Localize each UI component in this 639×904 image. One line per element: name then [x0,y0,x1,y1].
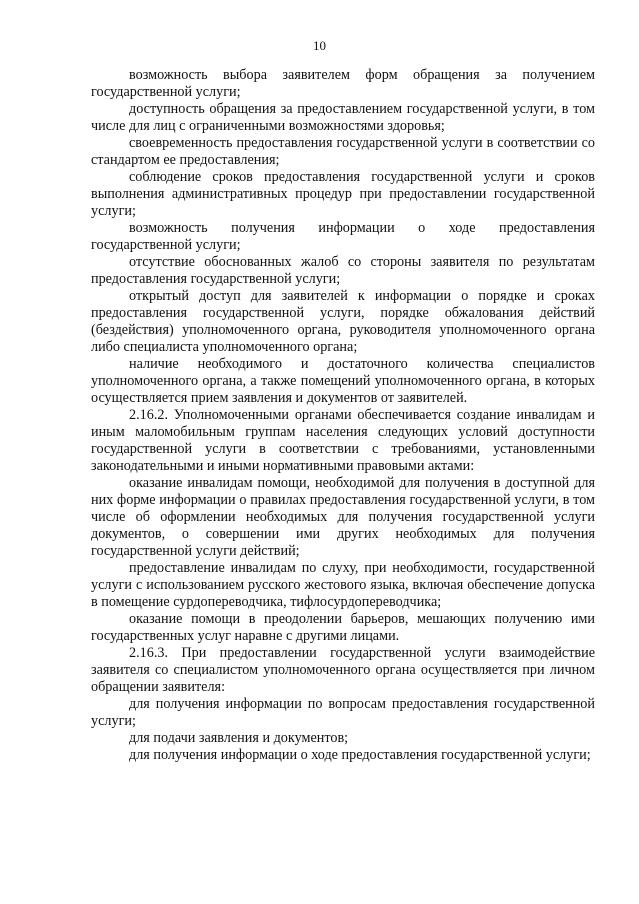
paragraph-staff-premises: наличие необходимого и достаточного количества специалистов уполномоченного органа, а также помещений уполномоченного органа, в которых осуществляется прием заявления и документов от заявителей. [91,356,595,406]
paragraph-open-access: открытый доступ для заявителей к информации о порядке и сроках предоставления государственной услуги, порядке обжалования действий (бездействия) уполномоченного органа, руководителя уполномоченного органа либо специалиста уполномоченного органа; [91,288,595,355]
paragraph-section-2-16-2: 2.16.2. Уполномоченными органами обеспечивается создание инвалидам и иным маломобильным группам населения следующих условий доступности государственной услуги в соответствии с требованиями, установленными законодательными и иными нормативными правовыми актами: [91,407,595,474]
paragraph-accessibility: доступность обращения за предоставлением государственной услуги, в том числе для лиц с ограниченными возможностями здоровья; [91,101,595,134]
paragraph-progress-status: для получения информации о ходе предоставления государственной услуги; [129,747,591,763]
paragraph-submit-documents: для подачи заявления и документов; [129,730,349,746]
paragraph-assistance-disabled: оказание инвалидам помощи, необходимой для получения в доступной для них форме информации о правилах предоставления государственной услуги, в том числе об оформлении необходимых для получения государственной услуги документов, о совершении ими других необходимых для получения государственной услуги действий; [91,475,595,559]
paragraph-deadlines: соблюдение сроков предоставления государственной услуги и сроков выполнения административных процедур при предоставлении государственной услуги; [91,169,595,219]
paragraph-no-complaints: отсутствие обоснованных жалоб со стороны заявителя по результатам предоставления государственной услуги; [91,254,595,287]
paragraph-info-questions: для получения информации по вопросам предоставления государственной услуги; [91,696,595,729]
document-body [91,67,595,764]
paragraph-progress-info: возможность получения информации о ходе предоставления государственной услуги; [91,220,595,253]
paragraph-form-choice: возможность выбора заявителем форм обращения за получением государственной услуги; [91,67,595,100]
paragraph-section-2-16-3: 2.16.3. При предоставлении государственной услуги взаимодействие заявителя со специалистом уполномоченного органа осуществляется при личном обращении заявителя: [91,645,595,695]
paragraph-barriers: оказание помощи в преодолении барьеров, мешающих получению ими государственных услуг наравне с другими лицами. [91,611,595,644]
paragraph-sign-language: предоставление инвалидам по слуху, при необходимости, государственной услуги с использованием русского жестового языка, включая обеспечение допуска в помещение сурдопереводчика, тифлосурдопереводчика; [91,560,595,610]
page-number: 10 [313,38,326,53]
paragraph-timeliness: своевременность предоставления государственной услуги в соответствии со стандартом ее предоставления; [91,135,595,168]
